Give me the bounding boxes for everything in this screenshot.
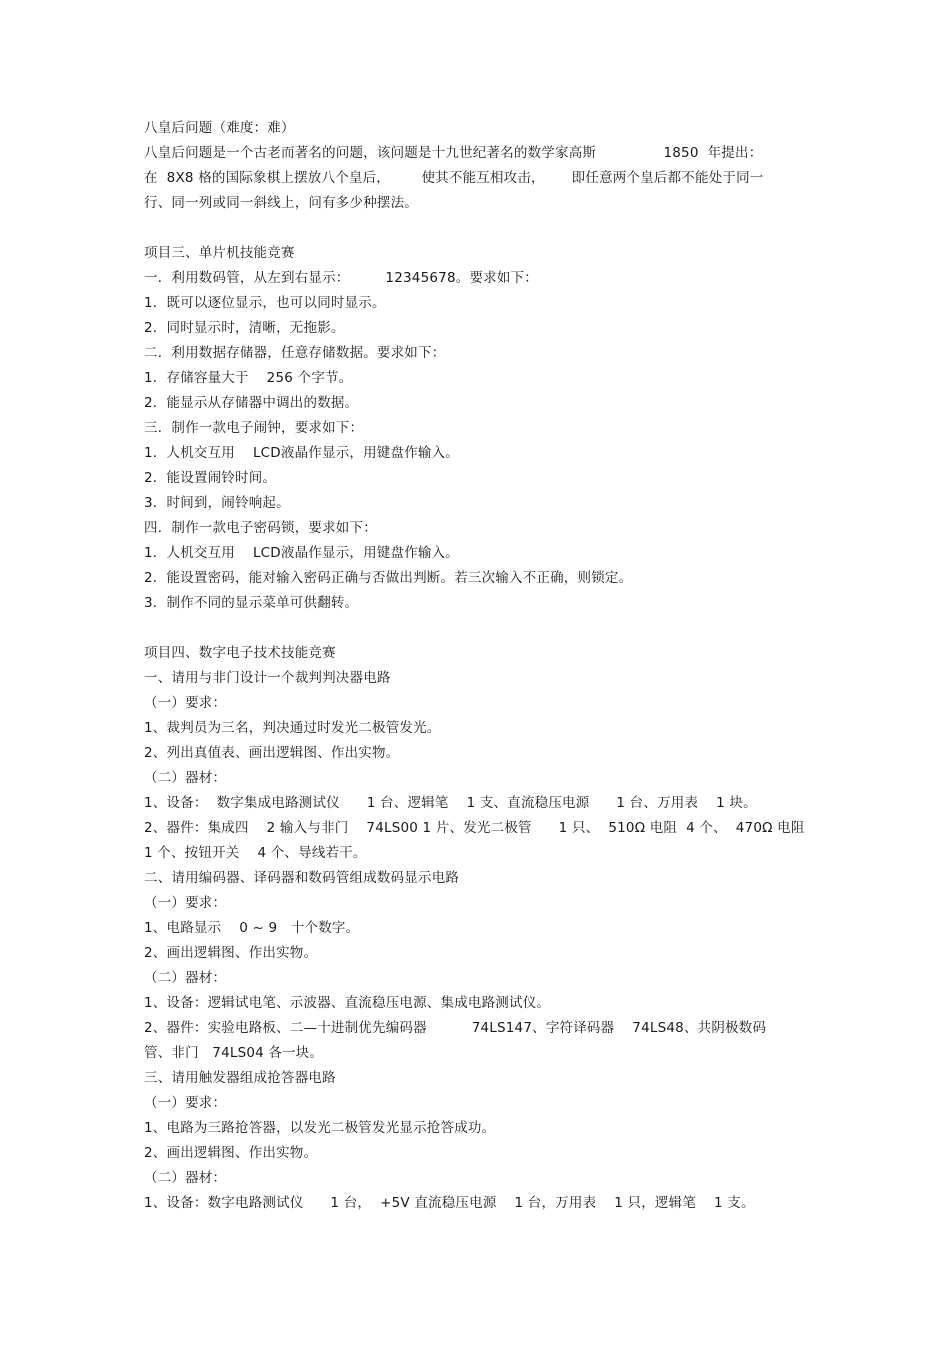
- task-item: 2．能设置闹铃时间。: [144, 470, 277, 486]
- subsection-label: （一）要求：: [144, 695, 227, 711]
- task-title: 四．制作一款电子密码锁，要求如下：: [144, 520, 377, 536]
- task-item: 1、设备：逻辑试电笔、示波器、直流稳压电源、集成电路测试仪。: [144, 995, 551, 1011]
- task-title: 三、请用触发器组成抢答器电路: [144, 1070, 336, 1086]
- task-item-continued: 管、非门 74LS04 各一块。: [144, 1045, 324, 1061]
- task-title: 二、请用编码器、译码器和数码管组成数码显示电路: [144, 870, 460, 886]
- task-item: 2、器件：集成四 2 输入与非门 74LS00 1 片、发光二极管 1 只、 510Ω 电阻 4 个、 470Ω 电阻: [144, 820, 805, 836]
- blank-line: [144, 216, 824, 241]
- task-item: 2、画出逻辑图、作出实物。: [144, 945, 318, 961]
- task-item-continued: 1 个、按钮开关 4 个、导线若干。: [144, 845, 367, 861]
- task-title: 一、请用与非门设计一个裁判判决器电路: [144, 670, 391, 686]
- task-item: 3．制作不同的显示菜单可供翻转。: [144, 595, 359, 611]
- task-title: 一．利用数码管，从左到右显示： 12345678。要求如下：: [144, 270, 538, 286]
- document-body: [144, 116, 824, 1216]
- section-heading-project-4: 项目四、数字电子技术技能竞赛: [144, 645, 336, 661]
- blank-line: [144, 616, 824, 641]
- task-item: 2．能显示从存储器中调出的数据。: [144, 395, 359, 411]
- task-title: 三．制作一款电子闹钟，要求如下：: [144, 420, 364, 436]
- task-item: 2、画出逻辑图、作出实物。: [144, 1145, 318, 1161]
- subsection-label: （一）要求：: [144, 1095, 227, 1111]
- task-item: 2．能设置密码，能对输入密码正确与否做出判断。若三次输入不正确，则锁定。: [144, 570, 633, 586]
- subsection-label: （二）器材：: [144, 1170, 227, 1186]
- task-item: 2、器件：实验电路板、二—十进制优先编码器 74LS147、字符译码器 74LS48、共阴极数码: [144, 1020, 767, 1036]
- task-item: 1．既可以逐位显示，也可以同时显示。: [144, 295, 386, 311]
- section-heading-eight-queens: 八皇后问题（难度：难）: [144, 120, 295, 136]
- task-item: 1、裁判员为三名，判决通过时发光二极管发光。: [144, 720, 441, 736]
- subsection-label: （二）器材：: [144, 970, 227, 986]
- task-item: 1．人机交互用 LCD液晶作显示，用键盘作输入。: [144, 545, 459, 561]
- subsection-label: （二）器材：: [144, 770, 227, 786]
- subsection-label: （一）要求：: [144, 895, 227, 911]
- task-item: 3．时间到，闹铃响起。: [144, 495, 290, 511]
- task-item: 1．存储容量大于 256 个字节。: [144, 370, 353, 386]
- task-item: 1．人机交互用 LCD液晶作显示，用键盘作输入。: [144, 445, 459, 461]
- section-heading-project-3: 项目三、单片机技能竞赛: [144, 245, 295, 261]
- task-item: 2、列出真值表、画出逻辑图、作出实物。: [144, 745, 400, 761]
- paragraph-line: 行、同一列或同一斜线上，问有多少种摆法。: [144, 195, 418, 211]
- paragraph-line: 八皇后问题是一个古老而著名的问题，该问题是十九世纪著名的数学家高斯 1850 年提出：: [144, 145, 763, 161]
- paragraph-line: 在 8X8 格的国际象棋上摆放八个皇后， 使其不能互相攻击， 即任意两个皇后都不能处于同一: [144, 170, 764, 186]
- task-title: 二．利用数据存储器，任意存储数据。要求如下：: [144, 345, 446, 361]
- task-item: 1、设备： 数字集成电路测试仪 1 台、逻辑笔 1 支、直流稳压电源 1 台、万用表 1 块。: [144, 795, 757, 811]
- task-item: 2．同时显示时，清晰，无拖影。: [144, 320, 345, 336]
- task-item: 1、设备：数字电路测试仪 1 台， +5V 直流稳压电源 1 台，万用表 1 只，逻辑笔 1 支。: [144, 1195, 755, 1211]
- task-item: 1、电路为三路抢答器，以发光二极管发光显示抢答成功。: [144, 1120, 496, 1136]
- task-item: 1、电路显示 0 ~ 9 十个数字。: [144, 920, 360, 936]
